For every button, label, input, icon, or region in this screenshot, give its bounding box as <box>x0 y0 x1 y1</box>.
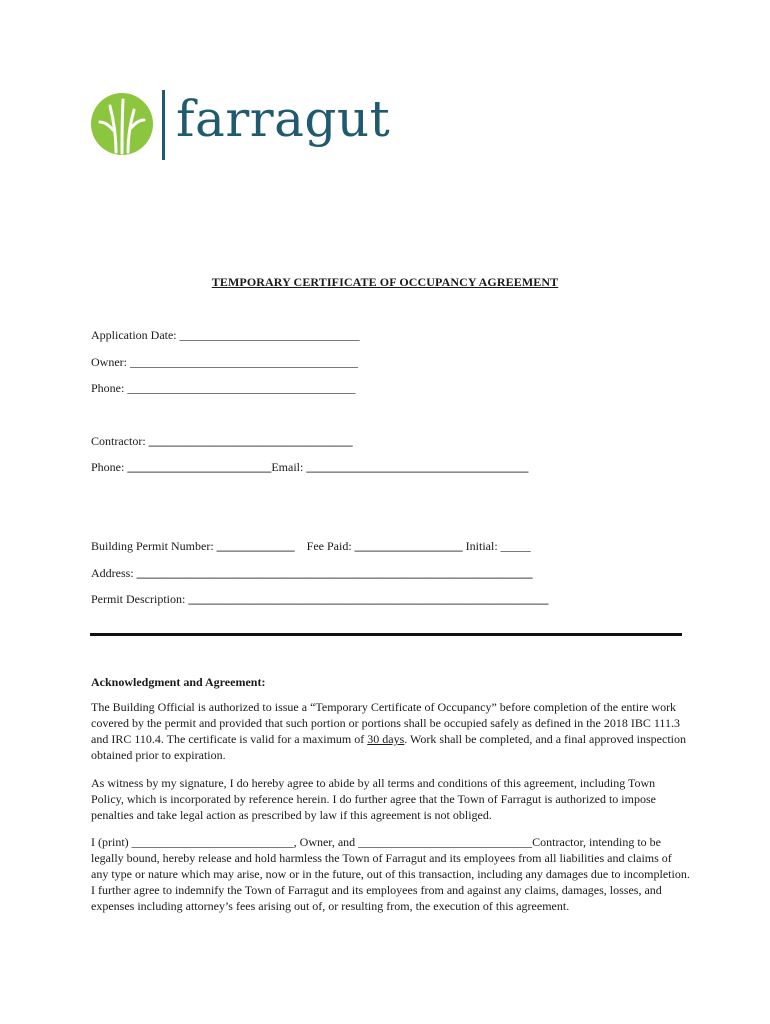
email-blank[interactable]: _____________________________________ <box>306 460 529 474</box>
permit-number-blank[interactable]: _____________ <box>216 539 295 553</box>
section-divider <box>90 633 682 636</box>
p2-text: As witness by my signature, I do hereby agree to abide by all terms and conditions of this agreement, including Town Policy, which is incorporated by reference herein. I do further agree that the Town of Farragut is authorized to impose penalties and take legal action as prescribed by law if this agreement is not obliged. <box>91 776 656 822</box>
permit-row <box>91 539 531 553</box>
address-blank[interactable]: __________________________________________________________________ <box>136 566 533 580</box>
permit-number-label: Building Permit Number: <box>91 539 217 553</box>
owner-field[interactable]: Owner: ______________________________________ <box>91 355 358 369</box>
fee-paid-label: Fee Paid: <box>306 539 355 553</box>
logo-wordmark: farragut <box>176 90 391 148</box>
contractor-label: Contractor: <box>91 434 149 448</box>
p3-text: I (print) ___________________________, Owner, and _____________________________Contractor, intending to be legally bound, hereby release and hold harmless the Town of Farragut and its employees from all liabilities and claims of any type or nature which may arise, now or in the future, out of this transaction, including any damages due to incompletion. I further agree to indemnify the Town of Farragut and its employees from and against any claims, damages, losses, and expenses including attorney’s fees arising out of, or resulting from, the execution of this agreement. <box>91 835 690 913</box>
p1-valid-days: 30 days <box>367 732 405 746</box>
permit-description-label: Permit Description: <box>91 592 189 606</box>
permit-description-blank[interactable]: ____________________________________________________________ <box>188 592 549 606</box>
initial-field[interactable]: Initial: _____ <box>465 539 531 553</box>
fee-paid-blank[interactable]: __________________ <box>354 539 463 553</box>
p1-text-after: . Work shall be completed, and a final approved inspection obtained prior to expiration. <box>91 732 686 762</box>
address-field[interactable] <box>91 566 533 580</box>
contractor-contact-row <box>91 460 528 474</box>
contractor-field[interactable] <box>91 434 353 448</box>
contractor-blank[interactable]: __________________________________ <box>148 434 353 448</box>
agreement-heading: Acknowledgment and Agreement: <box>91 675 266 689</box>
document-title: TEMPORARY CERTIFICATE OF OCCUPANCY AGREEMENT <box>211 275 559 289</box>
contractor-phone-label: Phone: <box>91 460 128 474</box>
farragut-logo <box>90 88 390 168</box>
agreement-paragraph-2 <box>91 775 691 823</box>
permit-description-field[interactable] <box>91 592 548 606</box>
application-date-field[interactable]: Application Date: ______________________________ <box>91 328 360 342</box>
agreement-paragraph-3 <box>91 834 691 914</box>
p1-text-before: The Building Official is authorized to issue a “Temporary Certificate of Occupancy” before completion of the entire work covered by the permit and provided that such portion or portions shall be occupied safely as defined in the 2018 IBC 111.3 and IRC 110.4. The certificate is valid for a maximum of <box>91 700 680 746</box>
contractor-phone-blank[interactable]: ________________________ <box>127 460 272 474</box>
agreement-paragraph-1 <box>91 699 691 763</box>
farragut-tree-logo-icon <box>90 92 154 156</box>
email-label: Email: <box>271 460 307 474</box>
owner-phone-field[interactable]: Phone: ______________________________________ <box>91 381 356 395</box>
logo-divider <box>162 90 165 160</box>
address-label: Address: <box>91 566 137 580</box>
